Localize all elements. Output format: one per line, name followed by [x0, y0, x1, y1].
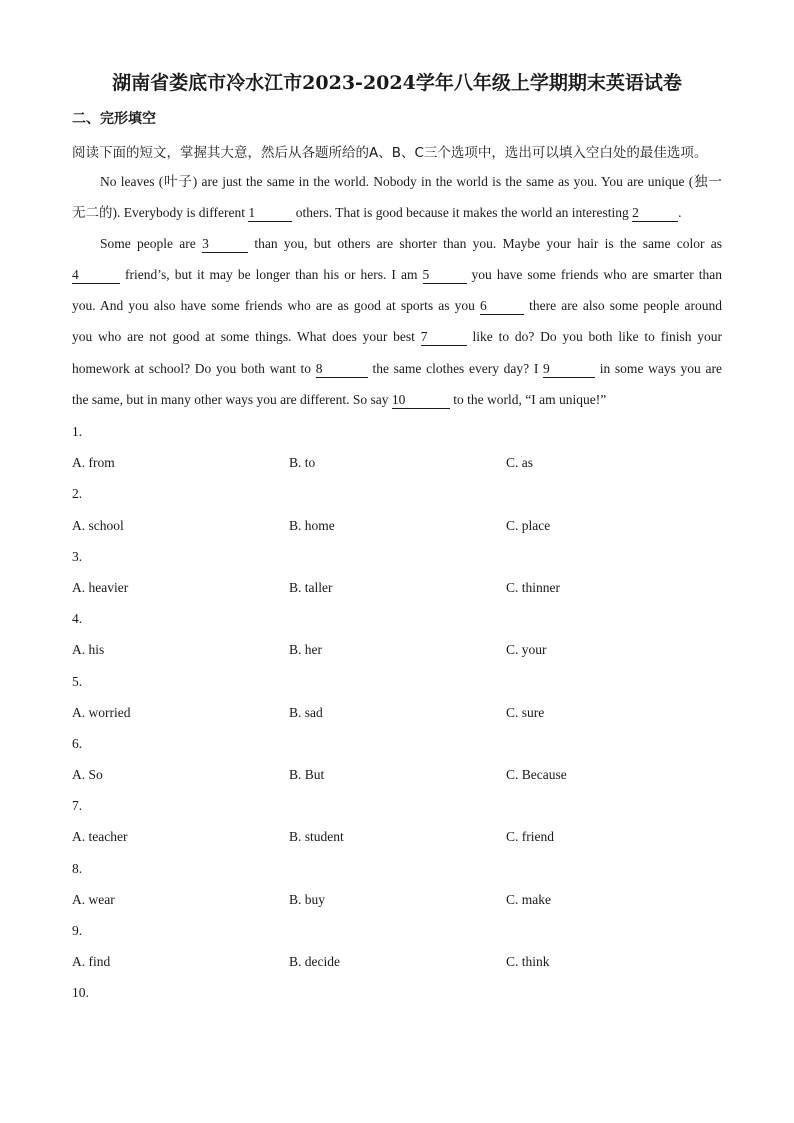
passage-text: you who are not good at some things. What does your best [72, 329, 421, 345]
blank-3: 3 [202, 236, 248, 253]
option-c: C. thinner [506, 579, 560, 595]
passage-text: the same, but in many other ways you are different. So say [72, 391, 392, 407]
option-b: B. her [289, 642, 322, 658]
passage-text: you. And you also have some friends who are as good at sports as you [72, 298, 481, 314]
page-title: 湖南省娄底市冷水江市2023-2024学年八年级上学期期末英语试卷 [112, 72, 682, 94]
option-b: B. student [289, 829, 344, 845]
blank-4: 4 [72, 267, 120, 284]
question-number: 2. [72, 486, 83, 502]
passage-text: friend’s, but it may be longer than his or hers. I am [120, 267, 423, 283]
question-list [72, 421, 722, 1014]
passage-text: like to do? Do you both like to finish your [466, 329, 723, 345]
passage-text: the same clothes every day? I [367, 360, 544, 376]
question-number: 5. [72, 673, 83, 689]
question-number: 4. [72, 611, 83, 627]
option-a: A. find [72, 954, 111, 970]
option-a: A. teacher [72, 829, 128, 845]
cloze-passage [72, 170, 722, 419]
passage-line [72, 201, 722, 232]
passage-text: . [678, 205, 682, 221]
option-b: B. home [289, 517, 335, 533]
question-number: 7. [72, 798, 83, 814]
passage-line [72, 357, 722, 388]
passage-text: in some ways you are [595, 360, 722, 376]
passage-line [72, 294, 722, 325]
option-b: B. sad [289, 704, 323, 720]
passage-line [72, 388, 722, 419]
option-row [72, 764, 722, 795]
option-c: C. friend [506, 829, 554, 845]
blank-2: 2 [632, 205, 678, 222]
option-c: C. place [506, 517, 551, 533]
passage-text: to the world, “I am unique!” [449, 391, 607, 407]
passage-text: No leaves (叶子) are just the same in the world. Nobody in the world is the same as you. You are unique (独一 [100, 174, 722, 189]
option-row [72, 639, 722, 670]
option-row [72, 951, 722, 982]
option-a: A. heavier [72, 579, 129, 595]
blank-6: 6 [480, 298, 524, 315]
blank-8: 8 [316, 361, 368, 378]
passage-line [72, 325, 722, 356]
passage-line [72, 170, 722, 201]
option-a: A. his [72, 642, 105, 658]
option-b: B. decide [289, 954, 340, 970]
passage-text: homework at school? Do you both want to [72, 360, 316, 376]
option-b: B. to [289, 455, 316, 471]
question-number: 3. [72, 548, 83, 564]
passage-text: you have some friends who are smarter than [466, 267, 723, 283]
option-row [72, 889, 722, 920]
passage-text: there are also some people around [524, 298, 722, 314]
option-c: C. Because [506, 767, 567, 783]
blank-5: 5 [423, 267, 467, 284]
option-b: B. buy [289, 891, 326, 907]
option-a: A. worried [72, 704, 131, 720]
passage-line [72, 232, 722, 263]
option-row [72, 452, 722, 483]
question-number: 1. [72, 424, 83, 439]
option-b: B. But [289, 767, 325, 783]
option-c: C. sure [506, 704, 545, 720]
blank-10: 10 [392, 392, 450, 409]
option-c: C. your [506, 642, 547, 658]
blank-9: 9 [543, 361, 595, 378]
option-c: C. think [506, 954, 550, 970]
option-row [72, 826, 722, 857]
passage-text: Some people are [100, 236, 203, 252]
section-heading: 二、完形填空 [72, 111, 156, 127]
option-c: C. as [506, 455, 533, 471]
blank-1: 1 [248, 205, 292, 222]
option-a: A. school [72, 517, 124, 533]
option-c: C. make [506, 891, 551, 907]
question-number: 10. [72, 985, 89, 1001]
option-row [72, 577, 722, 608]
blank-7: 7 [421, 329, 467, 346]
option-b: B. taller [289, 579, 333, 595]
instruction-text: 阅读下面的短文，掌握其大意，然后从各题所给的A、B、C三个选项中，选出可以填入空白处的最佳选项。 [72, 145, 708, 161]
passage-text: than you, but others are shorter than you. Maybe your hair is the same color as [248, 236, 723, 252]
question-number: 9. [72, 923, 83, 938]
passage-line [72, 263, 722, 294]
passage-text: others. That is good because it makes the world an interesting [292, 205, 633, 221]
option-row [72, 515, 722, 546]
option-a: A. from [72, 455, 115, 471]
passage-text: 无二的). Everybody is different [72, 205, 249, 221]
option-row [72, 702, 722, 733]
question-number: 6. [72, 735, 83, 751]
option-a: A. So [72, 767, 103, 783]
question-number: 8. [72, 860, 83, 876]
option-a: A. wear [72, 891, 115, 907]
